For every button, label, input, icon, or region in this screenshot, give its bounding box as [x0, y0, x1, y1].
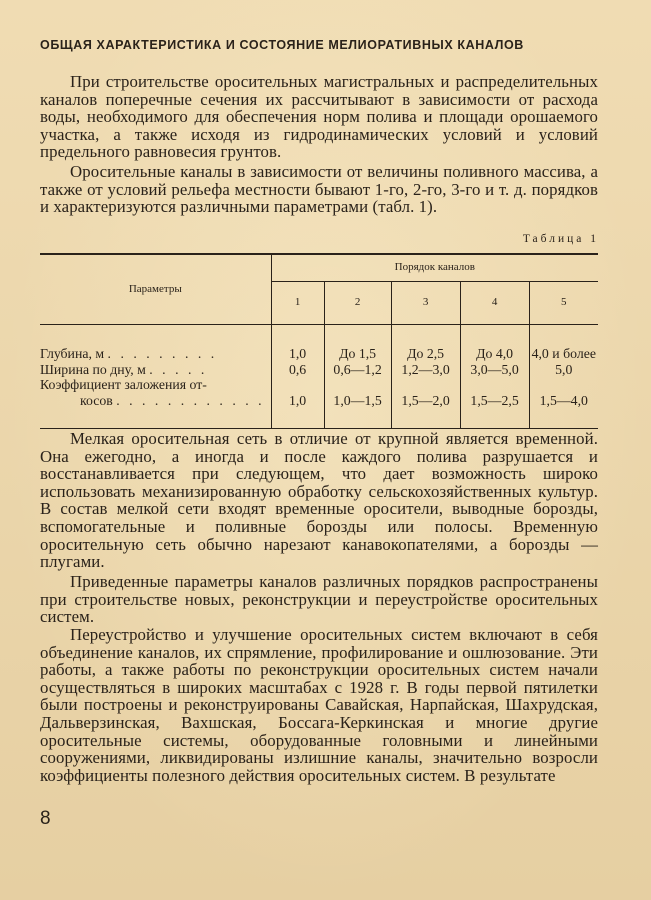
cell-width-4: 3,0—5,0 — [460, 362, 529, 378]
paragraph-canal-construction: При строительстве оросительных магистральных и распределительных каналов поперечные сечения их рассчитывают в зависимости от расхода воды, необходимого для обеспечения норм полива и площади орошаемого участка, а также исходя из гидродинамических условий и условий предельного равновесия грунтов. — [40, 72, 598, 162]
cell-depth-1: 1,0 — [271, 325, 324, 362]
column-header-2: 2 — [324, 282, 391, 325]
header-parameters: Параметры — [40, 254, 271, 325]
paragraph-reconstruction: Переустройство и улучшение оросительных систем включают в себя объединение каналов, их спрямление, профилирование и ошлюзование. Эти работы, а также работы по реконструкции оросительных систем начали осуществляться в широких масштабах с 1928 г. В годы первой пятилетки были построены и реконструированы Савайская, Нарпайская, Шахрудская, Дальверзинская, Вахшская, Боссага-Керкинская и многие другие оросительные системы, оборудованные головными и линейными сооружениями, ликвидированы излишние каналы, значительно возросли коэффициенты полезного действия оросительных систем. В результате — [40, 625, 598, 785]
table-caption: Таблица 1 — [522, 233, 599, 245]
paragraph-small-network: Мелкая оросительная сеть в отличие от крупной является временной. Она ежегодно, а иногда и после каждого полива разрушается и восстанавливается при следующем, что дает возможность широко использовать механизированную обработку сельскохозяйственных культур. В состав мелкой сети входят временные оросители, выводные борозды, вспомогательные и поливные борозды или полосы. Временную оросительную сеть обычно нарезают канавокопателями, а борозды — плугами. — [40, 429, 598, 572]
cell-depth-2: До 1,5 — [324, 325, 391, 362]
cell-slope-4: 1,5—2,5 — [460, 377, 529, 429]
cell-depth-5: 4,0 и более — [531, 346, 596, 361]
cell-depth-3: До 2,5 — [391, 325, 460, 362]
running-head: ОБЩАЯ ХАРАКТЕРИСТИКА И СОСТОЯНИЕ МЕЛИОРАТИВНЫХ КАНАЛОВ — [40, 38, 524, 52]
row-label-depth: Глубина, м . . . . . . . . . — [40, 325, 271, 362]
canal-parameters-table — [40, 253, 598, 429]
cell-slope-5: 1,5—4,0 — [539, 392, 588, 408]
column-header-1: 1 — [271, 282, 324, 325]
cell-width-5: 5,0 — [555, 361, 573, 377]
column-header-3: 3 — [391, 282, 460, 325]
cell-width-3: 1,2—3,0 — [391, 362, 460, 378]
cell-slope-1: 1,0 — [271, 377, 324, 429]
table-row-slope-coefficient — [40, 377, 598, 429]
header-canal-order: Порядок каналов — [271, 254, 598, 282]
paragraph-parameters-spread: Приведенные параметры каналов различных порядков распространены при строительстве новых, реконструкции и переустройстве оросительных систем. — [40, 572, 598, 627]
cell-width-1: 0,6 — [271, 362, 324, 378]
paragraph-canal-orders: Оросительные каналы в зависимости от величины поливного массива, а также от условий рельефа местности бывают 1-го, 2-го, 3-го и т. д. порядков и характеризуются различными параметрами (табл. 1). — [40, 162, 598, 217]
row-label-bottom-width: Ширина по дну, м . . . . . — [40, 362, 271, 378]
cell-slope-3: 1,5—2,0 — [391, 377, 460, 429]
cell-depth-4: До 4,0 — [460, 325, 529, 362]
column-header-5: 5 — [561, 296, 567, 309]
row-label-slope-coefficient: Коэффициент заложения от- косов . . . . . . . . . . . . — [40, 377, 271, 429]
table-row-bottom-width — [40, 362, 598, 378]
cell-slope-2: 1,0—1,5 — [324, 377, 391, 429]
cell-width-2: 0,6—1,2 — [324, 362, 391, 378]
page-number: 8 — [40, 808, 51, 829]
table-row-depth — [40, 325, 598, 362]
column-header-4: 4 — [460, 282, 529, 325]
